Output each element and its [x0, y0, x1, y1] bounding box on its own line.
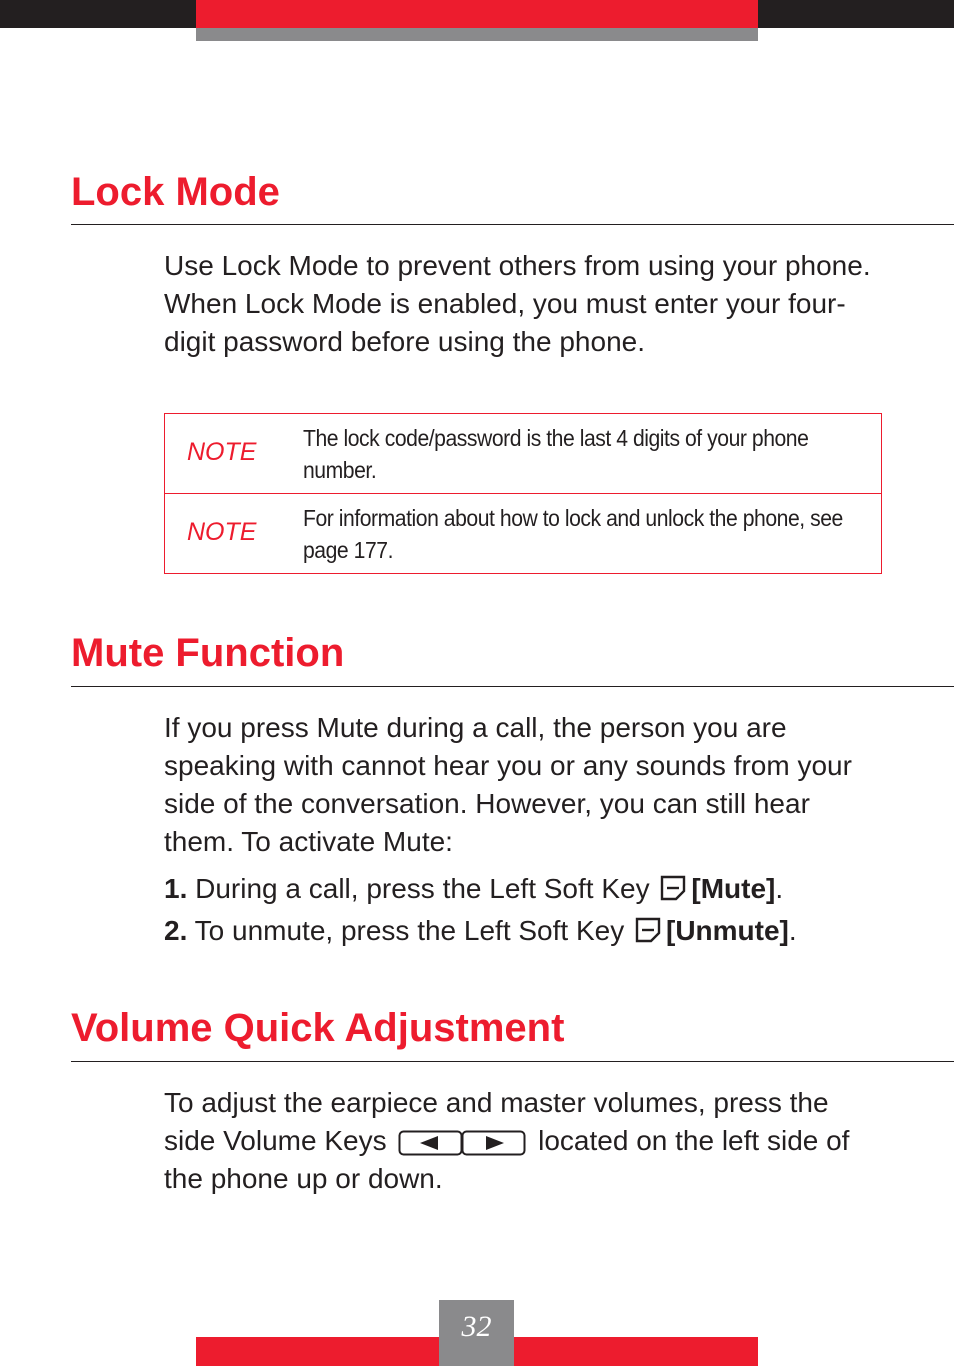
footer-bar-left — [196, 1337, 439, 1366]
step-end: . — [775, 873, 784, 904]
step-item — [164, 870, 783, 908]
left-soft-key-icon — [659, 874, 687, 902]
unmute-key-label: [Unmute] — [666, 915, 789, 946]
header-bar-right — [758, 0, 954, 28]
note-row — [165, 414, 881, 493]
step-text: To unmute, press the Left Soft Key — [194, 915, 625, 946]
mute-function-body: If you press Mute during a call, the person you are speaking with cannot hear you or any sounds from your side of the conversation. However, you can still hear them. To activate Mute: — [164, 712, 852, 857]
note-label: NOTE — [187, 518, 257, 546]
note-text: The lock code/password is the last 4 digits of your phone number. — [303, 425, 809, 483]
header-bar-left — [0, 0, 196, 28]
step-text: During a call, press the Left Soft Key — [195, 873, 650, 904]
step-item — [164, 912, 797, 950]
left-soft-key-icon — [634, 916, 662, 944]
volume-body-after: located on the left side of the phone up or down. — [164, 1125, 850, 1194]
mute-key-label: [Mute] — [691, 873, 776, 904]
page-number: 32 — [461, 1310, 492, 1343]
volume-quick-adjustment-body — [164, 1084, 884, 1198]
notes-table — [164, 413, 882, 574]
mute-function-title: Mute Function — [71, 631, 345, 675]
note-label: NOTE — [187, 438, 257, 466]
header-bar-red — [196, 0, 758, 28]
step-number: 1. — [164, 873, 188, 904]
footer-bar-right — [514, 1337, 758, 1366]
header-bar-gray — [196, 28, 758, 41]
mute-function-rule — [71, 686, 954, 687]
note-text: For information about how to lock and unlock the phone, see page 177. — [303, 505, 843, 563]
lock-mode-title: Lock Mode — [71, 170, 280, 214]
note-row — [165, 493, 881, 573]
volume-quick-adjustment-title: Volume Quick Adjustment — [71, 1006, 565, 1050]
volume-body-before: To adjust the earpiece and master volumes, press the side Volume Keys — [164, 1087, 829, 1156]
step-number: 2. — [164, 915, 188, 946]
volume-keys-icon — [398, 1130, 526, 1156]
step-end: . — [788, 915, 797, 946]
volume-quick-adjustment-rule — [71, 1061, 954, 1062]
lock-mode-rule — [71, 224, 954, 225]
lock-mode-body: Use Lock Mode to prevent others from using your phone. When Lock Mode is enabled, you must enter your four-digit password before using the phone. — [164, 250, 871, 357]
